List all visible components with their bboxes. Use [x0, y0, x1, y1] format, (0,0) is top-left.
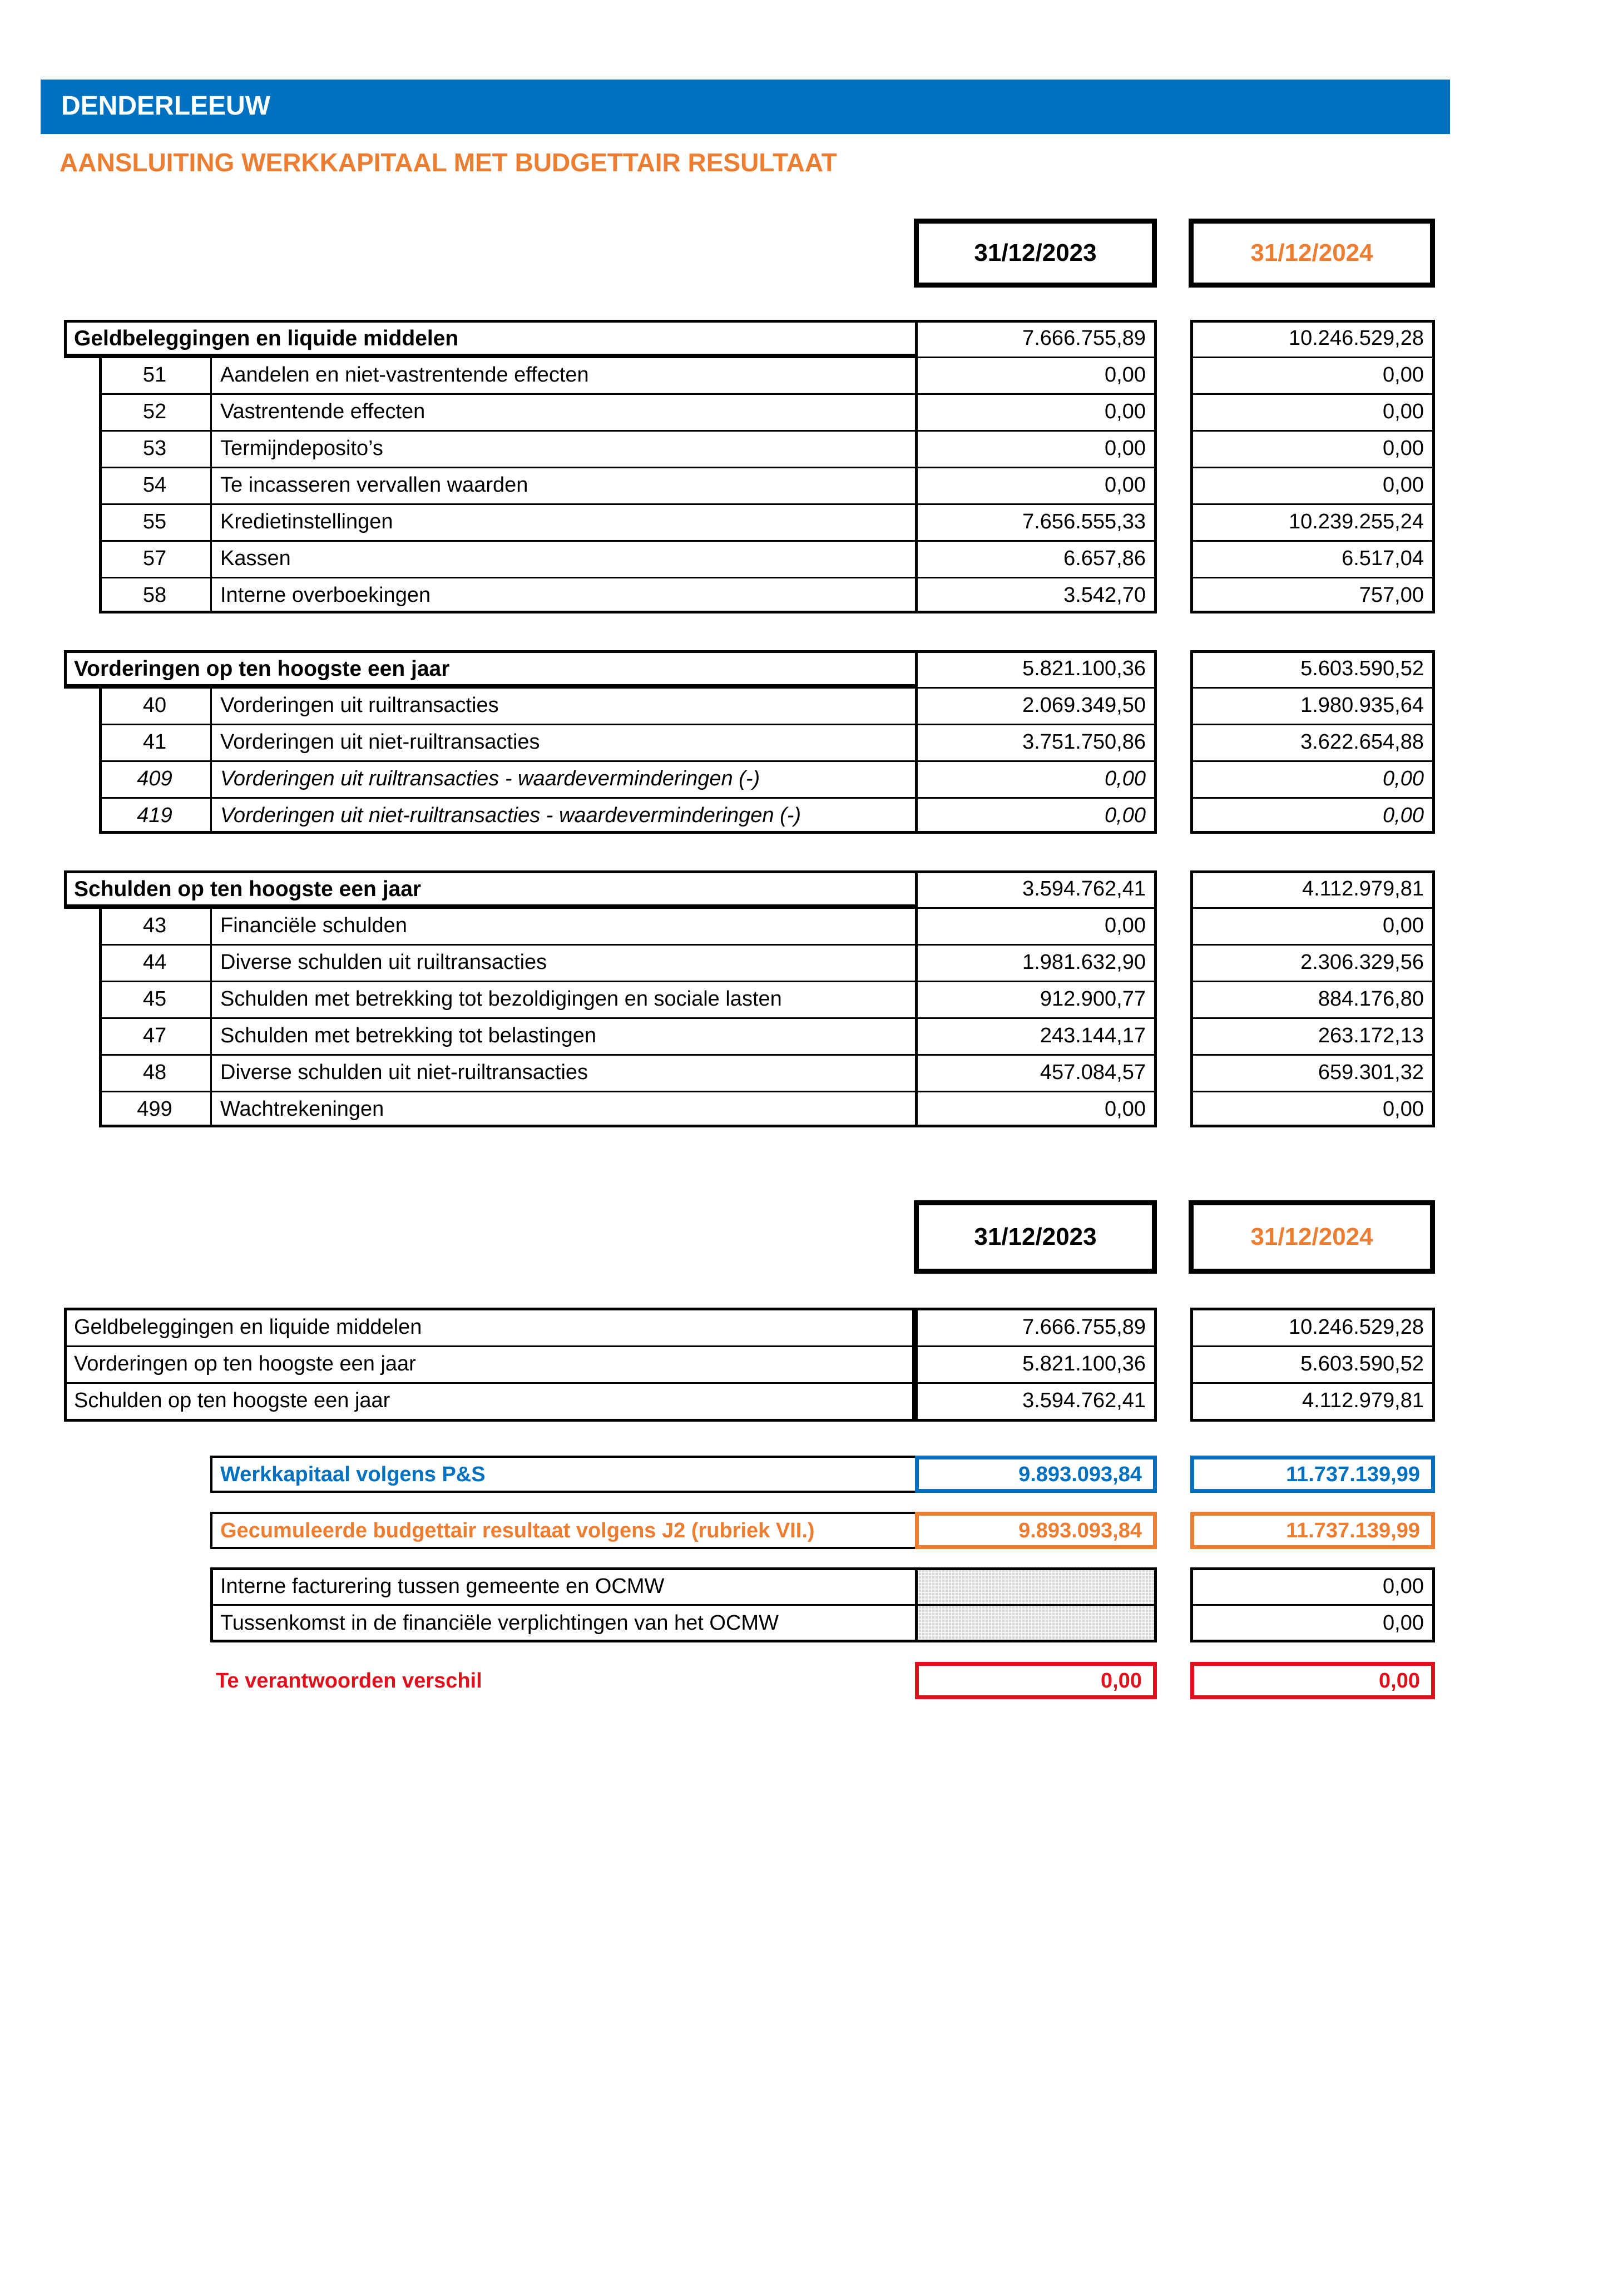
- account-label: Kredietinstellingen: [220, 510, 393, 533]
- account-value-2023: 0,00: [1105, 914, 1146, 937]
- summary-value-2024: 5.603.590,52: [1300, 1352, 1424, 1375]
- account-code: 499: [137, 1097, 172, 1121]
- account-label: Vorderingen uit niet-ruiltransacties: [220, 730, 540, 754]
- account-label: Wachtrekeningen: [220, 1097, 384, 1121]
- account-value-2023: 3.542,70: [1063, 583, 1146, 607]
- account-value-2023: 457.084,57: [1040, 1061, 1146, 1084]
- section-total-2024: 5.603.590,52: [1300, 657, 1424, 680]
- account-value-2024: 0,00: [1383, 804, 1424, 827]
- account-code: 40: [142, 694, 167, 717]
- summary-label: Schulden op ten hoogste een jaar: [74, 1389, 390, 1412]
- account-label: Schulden met betrekking tot bezoldigingen en sociale lasten: [220, 987, 782, 1011]
- account-code: 45: [142, 987, 167, 1011]
- account-label: Diverse schulden uit niet-ruiltransacties: [220, 1061, 588, 1084]
- account-value-2024: 0,00: [1383, 1097, 1424, 1121]
- account-code: 43: [142, 914, 167, 937]
- date-header-2023: 31/12/2023: [914, 219, 1157, 288]
- account-label: Termijndeposito’s: [220, 437, 383, 460]
- account-value-2023: 0,00: [1105, 767, 1146, 790]
- verschil-label: Te verantwoorden verschil: [216, 1669, 482, 1693]
- account-label: Schulden met betrekking tot belastingen: [220, 1024, 596, 1047]
- account-value-2023: 3.751.750,86: [1022, 730, 1146, 754]
- werkkapitaal-2024: 11.737.139,99: [1190, 1456, 1435, 1493]
- account-value-2024: 0,00: [1383, 363, 1424, 387]
- adjustment-value-1: 0,00: [1383, 1574, 1424, 1598]
- account-value-2024: 10.239.255,24: [1288, 510, 1424, 533]
- account-label: Vorderingen uit ruiltransacties - waardeverminderingen (-): [220, 767, 760, 790]
- account-value-2023: 0,00: [1105, 804, 1146, 827]
- account-label: Vorderingen uit ruiltransacties: [220, 694, 499, 717]
- account-value-2024: 659.301,32: [1318, 1061, 1424, 1084]
- budgettair-2023: 9.893.093,84: [915, 1512, 1157, 1549]
- summary-label: Vorderingen op ten hoogste een jaar: [74, 1352, 416, 1375]
- account-label: Aandelen en niet-vastrentende effecten: [220, 363, 589, 387]
- section-total-2023: 5.821.100,36: [1022, 657, 1146, 680]
- account-value-2024: 0,00: [1383, 473, 1424, 497]
- summary-value-2024: 10.246.529,28: [1288, 1315, 1424, 1339]
- account-code: 44: [142, 951, 167, 974]
- account-label: Diverse schulden uit ruiltransacties: [220, 951, 547, 974]
- account-code: 58: [142, 583, 167, 607]
- date-header-2024: 31/12/2024: [1189, 219, 1435, 288]
- account-code: 419: [137, 804, 172, 827]
- account-code: 57: [142, 547, 167, 570]
- account-value-2024: 884.176,80: [1318, 987, 1424, 1011]
- account-code: 55: [142, 510, 167, 533]
- account-value-2023: 0,00: [1105, 1097, 1146, 1121]
- account-value-2023: 7.656.555,33: [1022, 510, 1146, 533]
- account-value-2024: 6.517,04: [1342, 547, 1424, 570]
- summary-value-2023: 7.666.755,89: [1022, 1315, 1146, 1339]
- account-code: 41: [142, 730, 167, 754]
- account-value-2024: 757,00: [1359, 583, 1424, 607]
- summary-value-2024: 4.112.979,81: [1302, 1389, 1424, 1412]
- account-code: 409: [137, 767, 172, 790]
- summary-label: Geldbeleggingen en liquide middelen: [74, 1315, 422, 1339]
- account-code: 54: [142, 473, 167, 497]
- account-label: Interne overboekingen: [220, 583, 431, 607]
- page-subtitle: AANSLUITING WERKKAPITAAL MET BUDGETTAIR RESULTAAT: [60, 148, 837, 177]
- account-value-2023: 6.657,86: [1063, 547, 1146, 570]
- adjustment-value-2: 0,00: [1383, 1611, 1424, 1635]
- account-value-2024: 1.980.935,64: [1300, 694, 1424, 717]
- verschil-2023: 0,00: [915, 1662, 1157, 1699]
- verschil-2024: 0,00: [1190, 1662, 1435, 1699]
- account-value-2023: 912.900,77: [1040, 987, 1146, 1011]
- account-value-2024: 0,00: [1383, 400, 1424, 423]
- account-code: 52: [142, 400, 167, 423]
- account-value-2024: 3.622.654,88: [1300, 730, 1424, 754]
- account-value-2024: 0,00: [1383, 914, 1424, 937]
- account-value-2023: 0,00: [1105, 400, 1146, 423]
- page-title: DENDERLEEUW: [61, 91, 271, 121]
- account-label: Te incasseren vervallen waarden: [220, 473, 528, 497]
- budgettair-label: Gecumuleerde budgettair resultaat volgens J2 (rubriek VII.): [220, 1518, 815, 1542]
- account-value-2023: 243.144,17: [1040, 1024, 1146, 1047]
- account-value-2023: 0,00: [1105, 473, 1146, 497]
- section-total-2024: 10.246.529,28: [1288, 326, 1424, 350]
- summary-value-2023: 3.594.762,41: [1022, 1389, 1146, 1412]
- section-title: Schulden op ten hoogste een jaar: [74, 877, 422, 901]
- werkkapitaal-label: Werkkapitaal volgens P&S: [220, 1462, 486, 1486]
- section-title: Vorderingen op ten hoogste een jaar: [74, 656, 450, 681]
- account-code: 48: [142, 1061, 167, 1084]
- account-value-2024: 0,00: [1383, 767, 1424, 790]
- account-label: Vorderingen uit niet-ruiltransacties - waardeverminderingen (-): [220, 804, 801, 827]
- section-total-2024: 4.112.979,81: [1302, 877, 1424, 900]
- account-value-2023: 0,00: [1105, 363, 1146, 387]
- account-value-2024: 0,00: [1383, 437, 1424, 460]
- section-total-2023: 7.666.755,89: [1022, 326, 1146, 350]
- account-label: Kassen: [220, 547, 291, 570]
- account-code: 51: [142, 363, 167, 387]
- account-value-2023: 2.069.349,50: [1022, 694, 1146, 717]
- werkkapitaal-2023: 9.893.093,84: [915, 1456, 1157, 1493]
- account-code: 47: [142, 1024, 167, 1047]
- section-title: Geldbeleggingen en liquide middelen: [74, 326, 459, 350]
- adjustment-label-1: Interne facturering tussen gemeente en OCMW: [220, 1574, 665, 1598]
- account-value-2023: 0,00: [1105, 437, 1146, 460]
- account-value-2023: 1.981.632,90: [1022, 951, 1146, 974]
- account-value-2024: 2.306.329,56: [1300, 951, 1424, 974]
- account-label: Vastrentende effecten: [220, 400, 425, 423]
- account-code: 53: [142, 437, 167, 460]
- account-label: Financiële schulden: [220, 914, 407, 937]
- adjustment-label-2: Tussenkomst in de financiële verplichtingen van het OCMW: [220, 1611, 779, 1635]
- section-total-2023: 3.594.762,41: [1022, 877, 1146, 900]
- account-value-2024: 263.172,13: [1318, 1024, 1424, 1047]
- summary-value-2023: 5.821.100,36: [1022, 1352, 1146, 1375]
- date-header-2023-summary: 31/12/2023: [914, 1200, 1157, 1274]
- budgettair-2024: 11.737.139,99: [1190, 1512, 1435, 1549]
- date-header-2024-summary: 31/12/2024: [1189, 1200, 1435, 1274]
